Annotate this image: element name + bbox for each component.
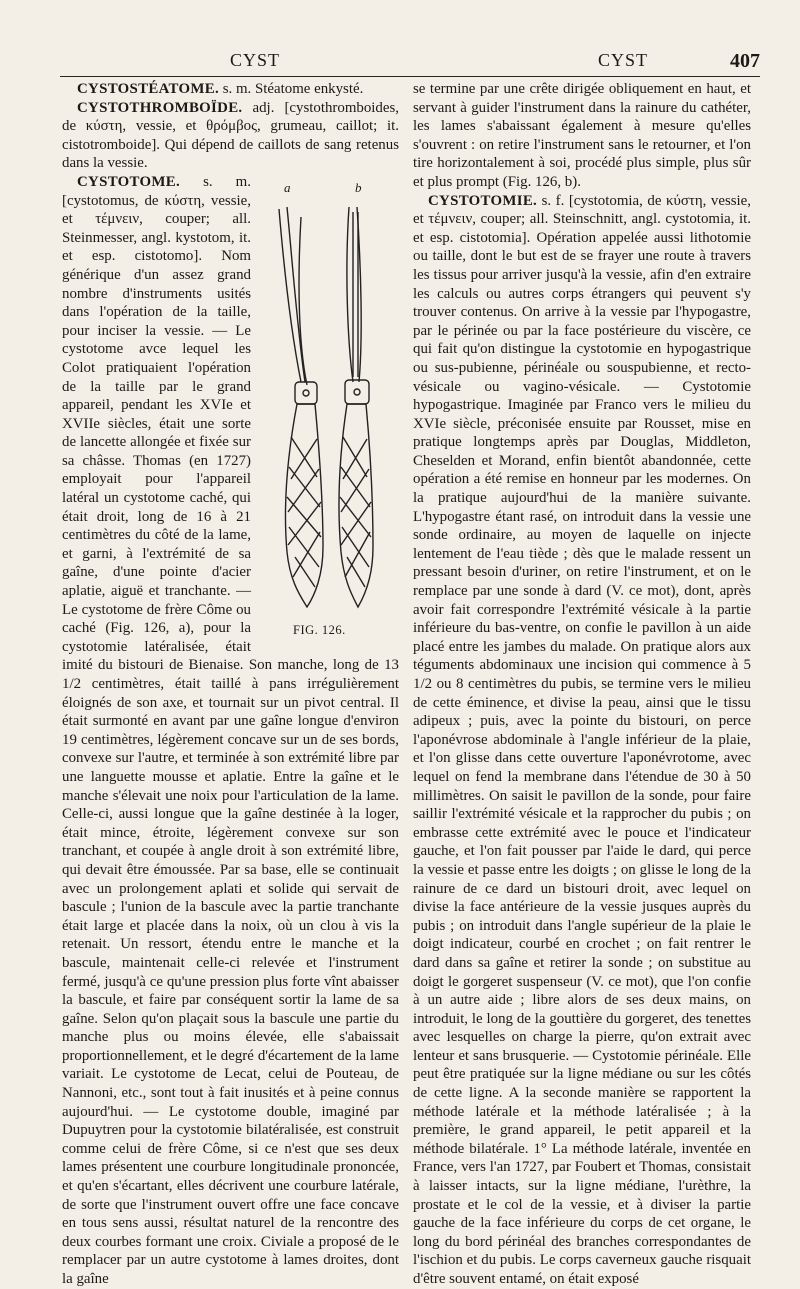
left-column: [62, 80, 399, 1287]
entry-cystothromboide: [62, 99, 399, 173]
continued-text: se termine par une crête dirigée obliquement en haut, et servant à guider l'instrument dans la rainure du cathéter, les lames s'abaissant également à mesure qu'elles s'ouvrent : on retire l'instrument sans le retourner, et l'on tire horizontalement à soi, procédé plus simple, plus sûr et plus prompt (Fig. 126, b).: [413, 81, 751, 190]
header-right-word: CYST: [598, 50, 649, 70]
figure-label-b: b: [355, 179, 362, 195]
headword: CYSTOSTÉATOME.: [77, 81, 219, 97]
page-number: 407: [730, 50, 760, 72]
running-header: [60, 50, 760, 77]
entry-cystotomie: [413, 192, 751, 1289]
entry-text: s. m. [cystotomus, de κύστη, vessie, et τέμνειν, couper; all. Steinmesser, angl. kystotom, it. et esp. cistotomo]. Nom générique d'un assez grand nombre d'instruments usités dans l'opération de la taille, pour inciser la vessie. — Le cystotome avce lequel les Colot pratiquaient l'opération de la taille par le grand appareil, pendant les XVIe et XVIIe siècles, était une sorte de lancette allongée et fixée sur sa châsse. Thomas (en 1727) employait pour l'appareil latéral un cystotome caché, qui était droit, long de 16 à 21 centimètres du côté de la lame, et garni, à l'extrémité de sa gaîne, d'une pointe d'acier aplatie, aiguë et tranchante. — Le cystotome de frère Côme ou caché (Fig. 126, a), pour la cystotomie latéralisée, était imité du bistouri de Bienaise. Son manche, long de 13 1/2 centimètres, était taillé à pans irrégulièrement éloignés de son axe, et tournait sur un pivot central. Il était surmonté en avant par une gaîne longue d'environ 19 centimètres, légèrement concave sur un de ses bords, convexe sur l'autre, et terminée à son extrémité libre par une languette mousse et aplatie. Entre la gaîne et le manche s'élevait une noix pour l'articulation de la lame. Celle-ci, aussi longue que la gaîne destinée à la loger, était mince, étroite, légèrement convexe sur son tranchant, et coupée à angle droit à son extrémité libre, qui devait être émoussée. Par sa base, elle se continuait avec un prolongement aplati et solide qui servait de bascule ; l'union de la bascule avec la partie tranchante était large et placée dans la noix, où un clou à vis la retenait. Un ressort, étendu entre le manche et la bascule, maintenait celle-ci relevée et l'instrument fermé, jusqu'à ce qu'une pression plus forte vînt abaisser la bascule, et faire par conséquent sortir la lame de sa gaîne. Selon qu'on plaçait sous la bascule une partie du manche plus ou moins élevée, elle s'abaissait proportionnellement, et le degré d'écartement de la lame variait. Le cystotome de Lecat, celui de Pouteau, de Nannoni, etc., sont tout à fait inusités et à peine connus aujourd'hui. — Le cystotome double, imaginé par Dupuytren pour la cystotomie bilatéralisée, est construit comme celui de frère Côme, si ce n'est que ses deux lames présentent une courbure longitudinale prononcée, et qu'en s'écartant, elles décrivent une courbure latérale, de sorte que l'instrument ouvert offre une face concave en tous sens aussi, résultat naturel de la rencontre des deux courbes formant une croix. Civiale a proposé de le remplacer par un autre cystotome à lames droites, dont la gaîne: [62, 173, 399, 1287]
headword: CYSTOTHROMBOÏDE.: [77, 99, 243, 116]
figure-126: [257, 177, 399, 637]
figure-caption: FIG. 126.: [293, 622, 346, 637]
headword: CYSTOTOME.: [77, 173, 180, 190]
cystotome-illustration: [257, 177, 399, 617]
right-column: [413, 80, 751, 1287]
entry-text: s. f. [cystotomia, de κύστη, vessie, et τέμνειν, couper; all. Steinschnitt, angl. cystotomia, it. et esp. cistotomia]. Opération appelée aussi lithotomie ou taille, dont le but est de se frayer une route à travers les tissus pour arriver jusqu'à la vessie, afin d'en extraire les calculs ou autres corps étrangers qui peuvent s'y trouver contenus. On arrive à la vessie par l'hypogastre, par le périnée ou par la face postérieure du viscère, ce qui fait qu'on distingue la cystotomie en hypogastrique ou sus-pubienne, périnéale ou souspubienne, et recto-vésicale ou vagino-vésicale. — Cystotomie hypogastrique. Imaginée par Franco vers le milieu du XVIe siècle, préconisée ensuite par Rousset, mise en pratique longtemps après par Douglas, Middleton, Cheselden et Morand, enfin bientôt abandonnée, cette opération a été remise en honneur par les modernes. On la pratique aujourd'hui de la manière suivante. L'hypogastre étant rasé, on introduit dans la vessie une sonde ordinaire, au moyen de laquelle on injecte lentement de l'eau tiède ; dès que le malade ressent un pressant besoin d'uriner, on retire l'instrument, et on le remplace par une sonde à dard (V. ce mot), dont, après avoir fait correspondre l'extrémité vésicale à la partie inférieure du bas-ventre, on confie le pavillon à un aide placé entre les jambes du malade. On pratique alors aux téguments abdominaux une incision qui commence à 5 1/2 ou 8 centimètres du pubis, se termine vers le milieu de cette éminence, et divise la peau, ainsi que le tissu adipeux ; puis, avec la pointe du bistouri, on perce l'aponévrose abdominale à l'angle inférieur de la plaie, et l'on glisse dans cette ouverture l'aponévrotome, avec lequel on fend la membrane dans l'étendue de 30 à 50 millimètres. On saisit le pavillon de la sonde, pour faire saillir l'extrémité vésicale et la rapprocher du pubis ; on embrasse cette extrémité avec le pouce et l'indicateur gauche, et l'on fait pousser par l'aide le dard, qui perce la vessie et passe entre les doigts ; on glisse le long de la rainure de ce dard un bistouri droit, avec lequel on divise la face antérieure de la vessie jusques auprès du pubis ; on introduit dans l'angle supérieur de la plaie le doigt indicateur, courbé en crochet ; on fait rentrer le dard dans sa gaîne et retirer la sonde ; on substitue au doigt le gorgeret suspenseur (V. ce mot), que l'on confie à un autre aide ; libre alors de ses deux mains, on introduit, le long de la gouttière du gorgeret, des tenettes avec lesquelles on charge la pierre, qu'on extrait avec lenteur et sans brusquerie. — Cystotomie périnéale. Elle peut être pratiquée sur la ligne médiane ou sur les côtés de cette ligne. A la seconde manière se rapportent la méthode latérale et la méthode latéralisée ; à la première, le grand appareil, le petit appareil et la méthode bilatérale. 1° La méthode latérale, inventée en France, vers l'an 1727, par Foubert et Thomas, consistait à laisser intacts, sur la ligne médiane, l'urèthre, la prostate et le col de la vessie, et à diviser la partie gauche de la face inférieure du corps de cet organe, le long du bord périnéal des branches correspondantes de l'ischion et du pubis. Le corps caverneux gauche risquait d'être souvent entamé, on était exposé: [413, 192, 751, 1287]
entry-text: s. m. Stéatome enkysté.: [218, 81, 364, 97]
headword: CYSTOTOMIE.: [428, 192, 538, 209]
entry-text: adj. [cystothromboides, de κύστη, vessie, et θρόμβος, grumeau, caillot; it. cistotromboide]. Qui dépend de caillots de sang retenus dans la vessie.: [62, 99, 399, 172]
figure-label-a: a: [284, 179, 291, 195]
entry-cystosteatome: [62, 80, 399, 99]
header-left-word: CYST: [230, 50, 281, 70]
